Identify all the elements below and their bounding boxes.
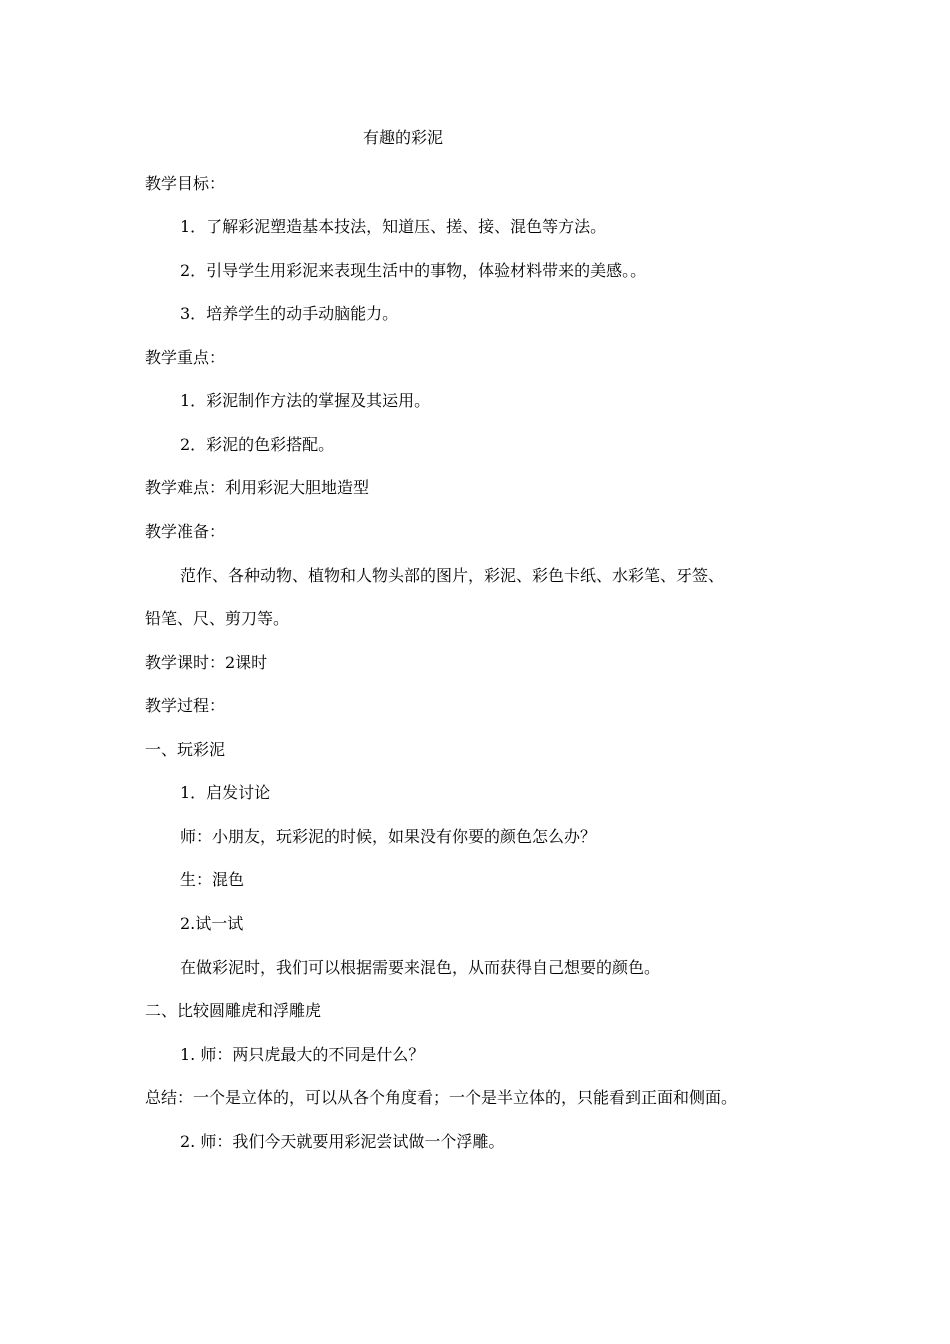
key-point-2: 2．彩泥的色彩搭配。 (180, 435, 335, 454)
objective-2: 2．引导学生用彩泥来表现生活中的事物，体验材料带来的美感。。 (180, 261, 647, 280)
section-1-explanation: 在做彩泥时，我们可以根据需要来混色，从而获得自己想要的颜色。 (180, 958, 661, 977)
heading-key-points: 教学重点： (145, 348, 226, 367)
page-title: 有趣的彩泥 (363, 128, 444, 147)
section-1-item-1: 1．启发讨论 (180, 783, 271, 802)
key-point-1: 1．彩泥制作方法的掌握及其运用。 (180, 391, 431, 410)
preparation-text-1: 范作、各种动物、植物和人物头部的图片，彩泥、彩色卡纸、水彩笔、牙签、 (180, 566, 725, 585)
section-1-title: 一、玩彩泥 (145, 740, 226, 759)
student-answer: 生：混色 (180, 870, 245, 889)
section-2-item-1: 1. 师：两只虎最大的不同是什么？ (180, 1045, 425, 1064)
objective-1: 1．了解彩泥塑造基本技法，知道压、搓、接、混色等方法。 (180, 217, 607, 236)
section-2-item-2: 2. 师：我们今天就要用彩泥尝试做一个浮雕。 (180, 1132, 505, 1151)
heading-objectives: 教学目标： (145, 174, 226, 193)
section-1-item-2: 2.试一试 (180, 914, 244, 933)
heading-preparation: 教学准备： (145, 522, 226, 541)
section-2-title: 二、比较圆雕虎和浮雕虎 (145, 1001, 322, 1020)
objective-3: 3．培养学生的动手动脑能力。 (180, 304, 399, 323)
heading-difficulty: 教学难点：利用彩泥大胆地造型 (145, 478, 370, 497)
teacher-question: 师：小朋友，玩彩泥的时候，如果没有你要的颜色怎么办？ (180, 827, 597, 846)
summary-text: 总结：一个是立体的，可以从各个角度看；一个是半立体的，只能看到正面和侧面。 (145, 1088, 738, 1107)
heading-process: 教学过程： (145, 696, 226, 715)
heading-hours: 教学课时：2课时 (145, 653, 268, 672)
preparation-text-2: 铅笔、尺、剪刀等。 (145, 609, 290, 628)
